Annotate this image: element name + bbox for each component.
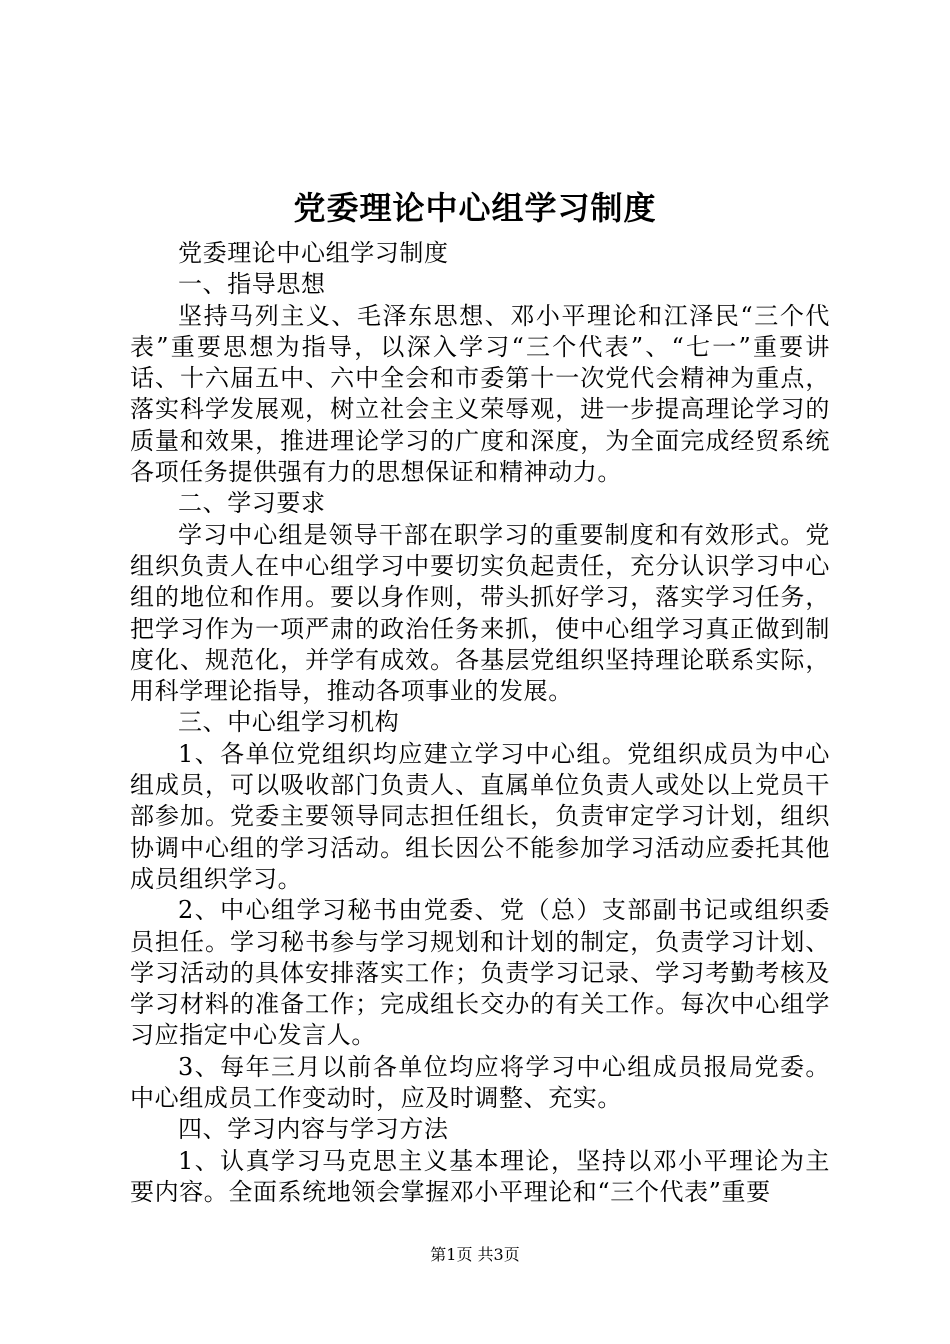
section-heading-study-content-methods: 四、学习内容与学习方法 [178,1115,449,1144]
document-body [130,238,830,1208]
paragraph: 坚持马列主义、毛泽东思想、邓小平理论和江泽民“三个代表”重要思想为指导，以深入学习“三个代表”、“七一”重要讲话、十六届五中、六中全会和市委第十一次党代会精神为重点，落实科学发展观，树立社会主义荣辱观，进一步提高理论学习的质量和效果，推进理论学习的广度和深度，为全面完成经贸系统各项任务提供强有力的思想保证和精神动力。 [130,301,830,487]
paragraph-subtitle: 党委理论中心组学习制度 [178,239,449,267]
paragraph: 2、中心组学习秘书由党委、党（总）支部副书记或组织委员担任。学习秘书参与学习规划和计划的制定，负责学习计划、学习活动的具体安排落实工作；负责学习记录、学习考勤考核及学习材料的准备工作；完成组长交办的有关工作。每次中心组学习应指定中心发言人。 [130,896,830,1050]
paragraph: 1、各单位党组织均应建立学习中心组。党组织成员为中心组成员，可以吸收部门负责人、直属单位负责人或处以上党员干部参加。党委主要领导同志担任组长，负责审定学习计划，组织协调中心组的学习活动。组长因公不能参加学习活动应委托其他成员组织学习。 [130,739,830,893]
page-footer: 第1页 共3页 [430,1245,520,1264]
paragraph: 3、每年三月以前各单位均应将学习中心组成员报局党委。中心组成员工作变动时，应及时调整、充实。 [130,1052,830,1113]
paragraph: 学习中心组是领导干部在职学习的重要制度和有效形式。党组织负责人在中心组学习中要切实负起责任，充分认识学习中心组的地位和作用。要以身作则，带头抓好学习，落实学习任务，把学习作为一项严肃的政治任务来抓，使中心组学习真正做到制度化、规范化，并学有成效。各基层党组织坚持理论联系实际，用科学理论指导，推动各项事业的发展。 [130,520,830,706]
section-heading-study-organization: 三、中心组学习机构 [178,708,400,737]
document-title: 党委理论中心组学习制度 [293,189,657,227]
section-heading-guiding-thought: 一、指导思想 [178,270,326,299]
paragraph: 1、认真学习马克思主义基本理论，坚持以邓小平理论为主要内容。全面系统地领会掌握邓小平理论和“三个代表”重要 [130,1146,830,1206]
section-heading-study-requirements: 二、学习要求 [178,489,326,518]
